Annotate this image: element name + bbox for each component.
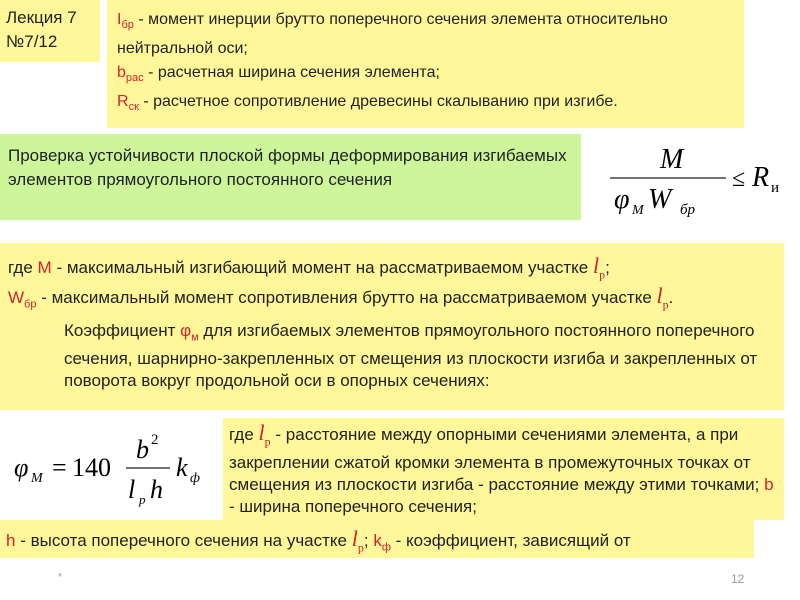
- lecture-label: [0, 0, 100, 62]
- k-symbol: $k_ф$: [373, 531, 391, 554]
- text-fragment: ;: [605, 258, 610, 277]
- moment-definition: [8, 255, 776, 285]
- section-heading: Проверка устойчивости плоской формы деформирования изгибаемых элементов прямоугольного постоянного сечения: [8, 146, 567, 189]
- text-fragment: где: [8, 258, 38, 277]
- main-explanation: [0, 243, 784, 410]
- text-fragment: - максимальный изгибающий момент на рассматриваемом участке: [51, 258, 593, 277]
- moment-symbol: M: [37, 258, 52, 277]
- height-definition: [0, 520, 754, 558]
- formula-l: l: [128, 475, 136, 504]
- formula-h: h: [150, 475, 163, 504]
- page-number: 12: [731, 572, 745, 586]
- formula-numerator: M: [660, 144, 684, 175]
- formula-coefficient: 140: [72, 453, 111, 482]
- stability-formula-svg: [608, 138, 788, 218]
- lecture-title: Лекция 7: [6, 8, 77, 27]
- formula-exponent: 2: [151, 432, 159, 448]
- definition-symbol: R: [117, 93, 129, 111]
- text-fragment: где: [229, 425, 259, 444]
- definition-item: [117, 61, 736, 90]
- definition-subscript: рас: [125, 72, 144, 85]
- section-modulus-definition: [8, 285, 776, 315]
- definition-text: - момент инерции брутто поперечного сечения элемента относительно нейтральной оси;: [117, 11, 668, 58]
- footer-star: *: [58, 572, 62, 583]
- stability-formula: [608, 138, 788, 218]
- formula-r: R: [752, 162, 770, 193]
- formula-r-subscript: и: [771, 180, 780, 196]
- text-fragment: - расстояние между опорными сечениями элемента, а при закреплении сжатой кромки элемента в промежуточных точках от смещения из плоскости изгиба - расстояние между этими точками;: [229, 425, 765, 495]
- definition-symbol: b: [117, 64, 126, 82]
- coefficient-subscript: м: [191, 331, 199, 344]
- width-symbol: b: [764, 475, 774, 495]
- definition-subscript: ск: [128, 101, 139, 114]
- phi-formula-svg: [0, 418, 218, 518]
- section-modulus-subscript: бр: [24, 298, 37, 311]
- text-fragment: - максимальный момент сопротивления брутто на рассматриваемом участке: [36, 288, 657, 308]
- formula-phi: φ: [14, 453, 29, 482]
- text-fragment: Коэффициент: [64, 320, 181, 340]
- definition-symbol: I: [117, 11, 122, 28]
- span-length-symbol: $l_p$: [656, 283, 669, 312]
- height-symbol: h: [6, 531, 16, 550]
- text-fragment: ;: [363, 531, 374, 550]
- formula-phi-subscript: M: [632, 203, 644, 218]
- text-fragment: .: [668, 288, 674, 308]
- formula-equals: =: [52, 453, 67, 482]
- formula-phi: φ: [614, 184, 630, 215]
- formula-k: k: [176, 453, 188, 482]
- formula-k-subscript: ф: [190, 471, 200, 486]
- formula-phi-subscript: M: [31, 471, 43, 486]
- definition-item: [117, 8, 736, 61]
- text-fragment: для изгибаемых элементов прямоугольного постоянного поперечного сечения, шарнирно-закрепленных от смещения из плоскости изгиба и закрепленных от поворота вокруг продольной оси в опорных сечениях:: [64, 320, 758, 391]
- span-length-note: [223, 418, 784, 520]
- coefficient-paragraph: [8, 320, 776, 392]
- formula-relation: ≤: [732, 166, 746, 192]
- text-fragment: - высота поперечного сечения на участке: [15, 531, 352, 550]
- text-fragment: - коэффициент, зависящий от: [390, 531, 631, 550]
- formula-l-subscript: p: [139, 492, 146, 507]
- span-length-symbol: $l_p$: [592, 253, 606, 282]
- definition-item: [117, 90, 736, 119]
- definition-subscript: бр: [121, 19, 134, 32]
- phi-formula: [0, 418, 218, 518]
- formula-w: W: [648, 184, 672, 215]
- definition-text: - расчетное сопротивление древесины скалыванию при изгибе.: [138, 93, 618, 111]
- text-fragment: - ширина поперечного сечения;: [229, 497, 477, 517]
- span-length-symbol: $l_p$: [351, 526, 364, 555]
- lecture-number: №7/12: [6, 32, 58, 51]
- formula-w-subscript: бр: [680, 202, 696, 218]
- formula-b: b: [136, 435, 149, 464]
- definitions-box: [107, 0, 744, 128]
- section-modulus-symbol: W: [8, 288, 25, 308]
- definition-text: - расчетная ширина сечения элемента;: [143, 64, 440, 82]
- coefficient-symbol: φ: [180, 320, 192, 340]
- span-length-symbol: $l_p$: [258, 420, 271, 449]
- section-heading-box: [0, 134, 581, 220]
